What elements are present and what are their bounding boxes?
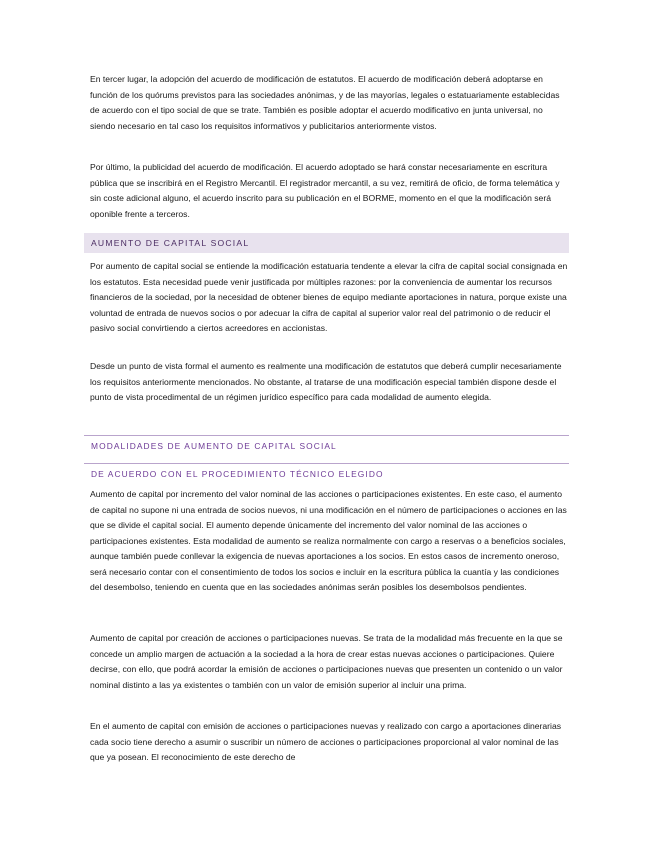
divider-top-modalidades — [84, 435, 569, 436]
paragraph-aportaciones-dinerarias: En el aumento de capital con emisión de acciones o participaciones nuevas y realizado con cargo a aportaciones dinerarias cada socio tiene derecho a asumir o suscribir un número de acciones o participaciones proporcional al valor nominal de las que ya posean. El reconocimiento de este derecho de — [90, 721, 562, 762]
paragraph-punto-vista-formal: Desde un punto de vista formal el aumento es realmente una modificación de estatutos que deberá cumplir necesariamente los requisitos anteriormente mencionados. No obstante, al tratarse de una modificación especial también dispone desde el punto de vista procedimental de un régimen jurídico específico para cada modalidad de aumento elegida. — [90, 361, 562, 402]
divider-top-procedimiento — [84, 463, 569, 464]
paragraph-creacion-acciones: Aumento de capital por creación de acciones o participaciones nuevas. Se trata de la modalidad más frecuente en la que se concede un amplio margen de actuación a la sociedad a la hora de crear estas nuevas acciones o participaciones. Quiere decirse, con ello, que podrá acordar la emisión de acciones o participaciones nuevas que presenten un contenido o un valor nominal distinto a las ya existentes o también con un valor de emisión superior al incluir una prima. — [90, 633, 563, 690]
section-heading-aumento: AUMENTO DE CAPITAL SOCIAL — [91, 238, 250, 248]
paragraph-definicion-aumento: Por aumento de capital social se entiende la modificación estatuaria tendente a elevar la cifra de capital social consignada en los estatutos. Esta necesidad puede venir justificada por múltiples razones: por la conveniencia de aumentar los recursos financieros de la sociedad, por la necesidad de obtener bienes de equipo mediante aportaciones in natura, porque existe una voluntad de entrada de nuevos socios o por adecuar la cifra de capital al superior valor real del patrimonio o de reducir el pasivo social convirtiendo a ciertos acreedores en accionistas. — [90, 261, 568, 333]
paragraph-publicidad-acuerdo: Por último, la publicidad del acuerdo de modificación. El acuerdo adoptado se hará constar necesariamente en escritura pública que se inscribirá en el Registro Mercantil. El registrador mercantil, a su vez, remitirá de oficio, de forma telemática y sin coste adicional alguno, el acuerdo inscrito para su publicación en el BORME, momento en el que la modificación será oponible frente a terceros. — [90, 162, 560, 219]
paragraph-adopcion-acuerdo: En tercer lugar, la adopción del acuerdo de modificación de estatutos. El acuerdo de modificación deberá adoptarse en función de los quórums previstos para las sociedades anónimas, y de las mayorías, legales o estatuariamente establecidas de acuerdo con el tipo social de que se trate. También es posible adoptar el acuerdo modificativo en junta universal, no siendo necesario en tal caso los requisitos informativos y publicitarios anteriormente vistos. — [90, 74, 560, 131]
paragraph-incremento-nominal: Aumento de capital por incremento del valor nominal de las acciones o participaciones existentes. En este caso, el aumento de capital no supone ni una entrada de socios nuevos, ni una modificación en el número de participaciones o acciones en las que se divide el capital social. El aumento depende únicamente del incremento del valor nominal de las acciones o participaciones existentes. Esta modalidad de aumento se realiza normalmente con cargo a reservas o a beneficios sociales, aunque también puede conllevar la exigencia de nuevas aportaciones a los socios. En estos casos de incremento oneroso, será necesario contar con el consentimiento de todos los socios e incluir en la escritura pública la cuantía y las condiciones del desembolso, teniendo en cuenta que en las sociedades anónimas serán posibles los desembolsos pendientes. — [90, 489, 567, 592]
subheading-modalidades: MODALIDADES DE AUMENTO DE CAPITAL SOCIAL — [91, 441, 337, 451]
subheading-procedimiento: DE ACUERDO CON EL PROCEDIMIENTO TÉCNICO ELEGIDO — [91, 469, 384, 479]
